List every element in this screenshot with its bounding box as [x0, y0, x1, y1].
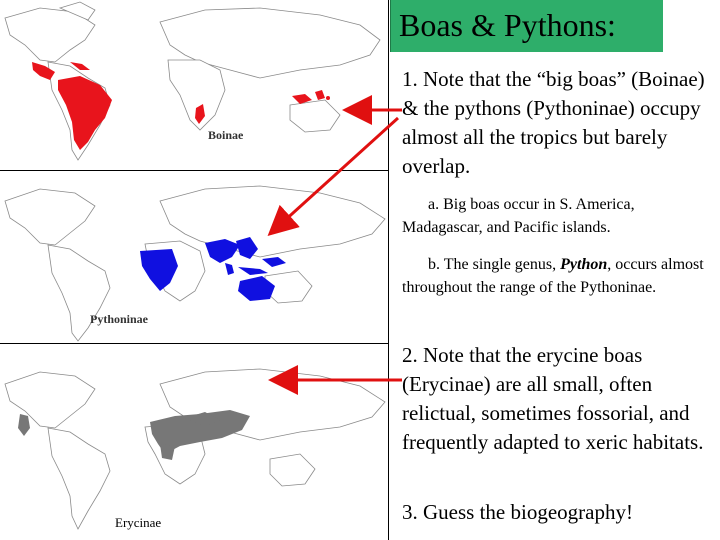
point-1b: [402, 253, 714, 299]
boinae-world-map-svg: [0, 0, 388, 170]
boinae-map-label: Boinae: [208, 128, 244, 142]
point-1: 1. Note that the “big boas” (Boinae) & the pythons (Pythoninae) occupy almost all the tropics but barely overlap.: [402, 67, 705, 178]
slide-title: Boas & Pythons:: [399, 7, 616, 43]
boinae-map: [0, 0, 388, 170]
erycinae-world-map-svg: [0, 344, 388, 540]
pythoninae-map: [0, 171, 388, 343]
erycinae-map-label: Erycinae: [115, 515, 162, 530]
erycinae-map: [0, 344, 388, 540]
point-3: 3. Guess the biogeography!: [402, 500, 633, 524]
python-genus: Python: [560, 256, 608, 273]
pythoninae-world-map-svg: [0, 171, 388, 343]
point-2: 2. Note that the erycine boas (Erycinae) are all small, often relictual, sometimes fossorial, and frequently adapted to xeric habitats.: [402, 343, 704, 454]
point-1b-suffix: , occurs almost throughout the range of the Pythoninae.: [402, 256, 704, 296]
panel-separator: [388, 0, 389, 540]
point-1a: a. Big boas occur in S. America, Madagascar, and Pacific islands.: [402, 196, 635, 236]
title-box: [390, 0, 663, 52]
point-1b-prefix: b. The single genus,: [428, 256, 561, 273]
pythoninae-map-label: Pythoninae: [90, 312, 149, 326]
